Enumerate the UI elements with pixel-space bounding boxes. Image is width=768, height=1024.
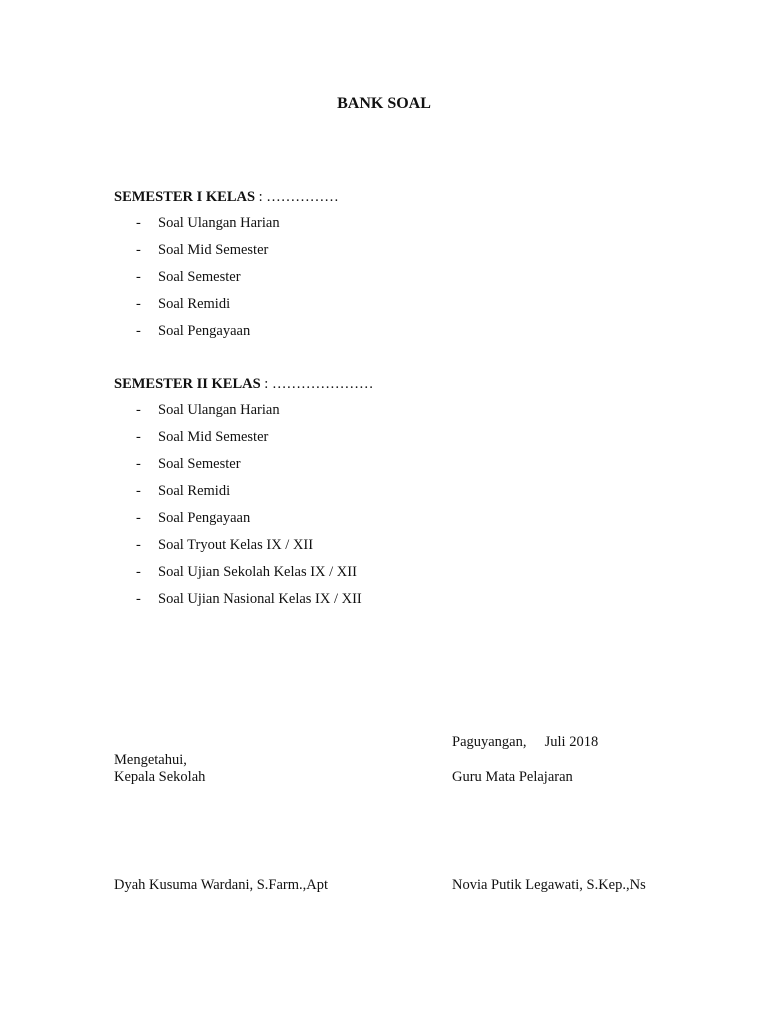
bullet-dash: -	[136, 215, 141, 231]
semester-1-class-blank: : ……………	[255, 189, 339, 205]
list-item-label: Soal Pengayaan	[158, 510, 251, 526]
list-item	[136, 237, 280, 264]
list-item	[136, 397, 362, 424]
bullet-dash: -	[136, 564, 141, 580]
semester-2-label: SEMESTER II KELAS	[114, 376, 261, 392]
list-item	[136, 451, 362, 478]
acknowledged-label: Mengetahui,	[114, 752, 187, 768]
list-item	[136, 318, 280, 345]
list-item-label: Soal Ulangan Harian	[158, 215, 280, 231]
list-item	[136, 586, 362, 613]
bullet-dash: -	[136, 323, 141, 339]
list-item-label: Soal Pengayaan	[158, 323, 251, 339]
list-item-label: Soal Remidi	[158, 296, 231, 312]
list-item-label: Soal Semester	[158, 269, 241, 285]
list-item-label: Soal Semester	[158, 456, 241, 472]
bullet-dash: -	[136, 483, 141, 499]
teacher-title: Guru Mata Pelajaran	[452, 769, 573, 785]
semester-1-list	[136, 210, 280, 345]
semester-2-list	[136, 397, 362, 613]
list-item-label: Soal Mid Semester	[158, 242, 269, 258]
principal-name: Dyah Kusuma Wardani, S.Farm.,Apt	[114, 877, 329, 893]
list-item	[136, 532, 362, 559]
list-item	[136, 424, 362, 451]
document-title: BANK SOAL	[337, 95, 431, 112]
list-item	[136, 210, 280, 237]
semester-1-heading	[114, 188, 339, 206]
bullet-dash: -	[136, 537, 141, 553]
bullet-dash: -	[136, 456, 141, 472]
bullet-dash: -	[136, 296, 141, 312]
semester-1-label: SEMESTER I KELAS	[114, 189, 256, 205]
list-item-label: Soal Ujian Sekolah Kelas IX / XII	[158, 564, 357, 580]
teacher-name: Novia Putik Legawati, S.Kep.,Ns	[452, 877, 646, 893]
bullet-dash: -	[136, 429, 141, 445]
bullet-dash: -	[136, 402, 141, 418]
list-item	[136, 264, 280, 291]
bullet-dash: -	[136, 242, 141, 258]
list-item-label: Soal Tryout Kelas IX / XII	[158, 537, 314, 553]
bullet-dash: -	[136, 591, 141, 607]
list-item	[136, 559, 362, 586]
list-item	[136, 478, 362, 505]
list-item	[136, 291, 280, 318]
semester-2-heading	[114, 375, 373, 393]
bullet-dash: -	[136, 510, 141, 526]
list-item	[136, 505, 362, 532]
principal-title: Kepala Sekolah	[114, 769, 206, 785]
place-date: Paguyangan, Juli 2018	[452, 734, 599, 750]
list-item-label: Soal Mid Semester	[158, 429, 269, 445]
list-item-label: Soal Remidi	[158, 483, 231, 499]
bullet-dash: -	[136, 269, 141, 285]
semester-2-class-blank: : …………………	[260, 376, 374, 392]
list-item-label: Soal Ulangan Harian	[158, 402, 280, 418]
list-item-label: Soal Ujian Nasional Kelas IX / XII	[158, 591, 362, 607]
